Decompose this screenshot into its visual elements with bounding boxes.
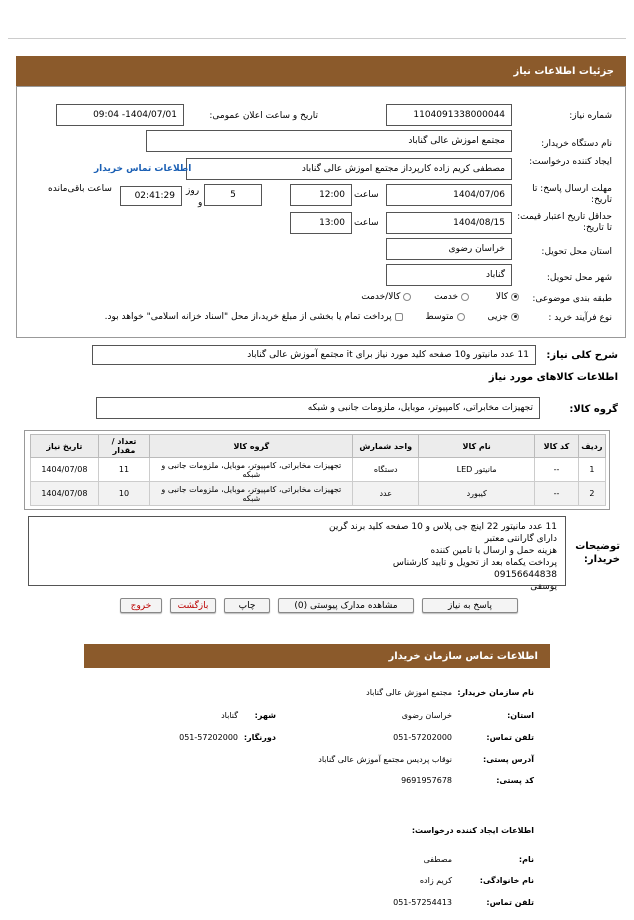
treasury-checkbox[interactable] xyxy=(395,313,403,321)
validity-time-value: 13:00 xyxy=(319,218,345,228)
validity-date-field xyxy=(386,212,512,234)
contact-province-label: استان: xyxy=(507,711,534,720)
deadline-time-label: ساعت xyxy=(354,190,379,200)
summary-value: 11 عدد مانیتور و10 صفحه کلید مورد نیاز برای it مجتمع آموزش عالی گناباد xyxy=(247,350,529,360)
validity-time-field xyxy=(290,212,352,234)
announce-label: تاریخ و ساعت اعلان عمومی: xyxy=(209,111,318,121)
contact-fax-label: دورنگار: xyxy=(243,733,276,742)
buyer-contact-link[interactable]: اطلاعات تماس خریدار xyxy=(94,164,192,174)
creator-name-value: مصطفی xyxy=(423,855,452,864)
province-value: خراسان رضوی xyxy=(448,244,505,254)
top-divider xyxy=(8,38,626,39)
contact-city-label: شهر: xyxy=(254,711,276,720)
buyer-org-field xyxy=(146,130,512,152)
th-group: گروه کالا xyxy=(150,435,353,458)
validity-label: حداقل تاریخ اعتبار قیمت: تا تاریخ: xyxy=(517,212,612,233)
table-row xyxy=(31,458,606,482)
notes-line: 09156644838 xyxy=(494,570,557,580)
table-row xyxy=(31,482,606,506)
category-option-both: کالا/خدمت xyxy=(361,292,401,302)
page-title: جزئیات اطلاعات نیاز xyxy=(513,65,614,77)
province-label: استان محل تحویل: xyxy=(541,247,612,257)
creator-value: مصطفی کریم زاده کارپرداز مجتمع اموزش عالی گناباد xyxy=(301,164,505,174)
need-number-label: شماره نیاز: xyxy=(569,111,612,121)
process-label: نوع فرآیند خرید : xyxy=(548,313,612,323)
th-row: ردیف xyxy=(578,435,605,458)
category-radio-group xyxy=(361,292,522,302)
validity-time-label: ساعت xyxy=(354,218,379,228)
notes-line: پرداخت یکماه بعد از تحویل و تایید کارشناس xyxy=(392,558,557,568)
back-button[interactable]: بازگشت xyxy=(170,598,216,613)
category-label: طبقه بندی موضوعی: xyxy=(532,294,612,304)
contact-org-value: مجتمع اموزش عالی گناباد xyxy=(366,688,452,697)
creator-phone-label: تلفن تماس: xyxy=(486,898,534,907)
creator-name-label: نام: xyxy=(518,855,534,864)
cell-unit: دستگاه xyxy=(353,458,419,482)
process-radio-medium[interactable] xyxy=(457,313,465,321)
goods-heading: اطلاعات کالاهای مورد نیاز xyxy=(488,372,618,383)
table-header-row xyxy=(31,435,606,458)
contact-postal-value: 9691957678 xyxy=(401,776,452,785)
creator-family-value: کریم زاده xyxy=(419,876,452,885)
group-value: تجهیزات مخابراتی، کامپیوتر، موبایل، ملزومات جانبی و شبکه xyxy=(307,403,533,413)
summary-field xyxy=(92,345,536,365)
cell-qty: 11 xyxy=(98,458,150,482)
notes-line: دارای گارانتی معتبر xyxy=(484,534,557,544)
and-label: و xyxy=(198,198,203,208)
process-radio-group xyxy=(105,312,522,322)
cell-code: -- xyxy=(535,458,578,482)
contact-address-label: آدرس پستی: xyxy=(483,755,534,764)
remaining-label: ساعت باقی‌مانده xyxy=(48,184,112,194)
cell-row: 2 xyxy=(578,482,605,506)
deadline-time-value: 12:00 xyxy=(319,190,345,200)
buyer-org-value: مجتمع اموزش عالی گناباد xyxy=(408,136,505,146)
contact-fax-value: 051-57202000 xyxy=(179,733,238,742)
category-radio-service[interactable] xyxy=(461,293,469,301)
items-table xyxy=(30,434,606,506)
th-qty: تعداد / مقدار xyxy=(98,435,150,458)
contact-header-bar xyxy=(84,644,550,668)
cell-row: 1 xyxy=(578,458,605,482)
th-date: تاریخ نیاز xyxy=(31,435,99,458)
reply-button[interactable]: پاسخ به نیاز xyxy=(422,598,518,613)
deadline-time-field xyxy=(290,184,352,206)
contact-title: اطلاعات تماس سازمان خریدار xyxy=(388,650,538,662)
group-label: گروه کالا: xyxy=(569,404,618,415)
creator-label: ایجاد کننده درخواست: xyxy=(529,157,612,167)
deadline-date-field xyxy=(386,184,512,206)
cell-date: 1404/07/08 xyxy=(31,482,99,506)
process-option-minor: جزیی xyxy=(487,312,508,322)
notes-line: هزینه حمل و ارسال با تامین کننده xyxy=(430,546,557,556)
contact-province-value: خراسان رضوی xyxy=(401,711,452,720)
days-label: روز xyxy=(186,186,200,196)
notes-line: 11 عدد مانیتور 22 اینچ جی پلاس و 10 صفحه کلید برند گرین xyxy=(329,522,557,532)
remaining-value: 02:41:29 xyxy=(134,191,175,201)
announce-field xyxy=(56,104,184,126)
category-radio-goods[interactable] xyxy=(511,293,519,301)
deadline-label: مهلت ارسال پاسخ: تا تاریخ: xyxy=(532,184,612,205)
validity-date-value: 1404/08/15 xyxy=(453,218,505,228)
notes-label: توضیحات خریدار: xyxy=(575,541,620,565)
need-number-value: 1104091338000044 xyxy=(413,110,505,120)
cell-date: 1404/07/08 xyxy=(31,458,99,482)
process-radio-minor[interactable] xyxy=(511,313,519,321)
contact-org-label: نام سازمان خریدار: xyxy=(457,688,534,697)
creator-family-label: نام خانوادگی: xyxy=(479,876,534,885)
days-value: 5 xyxy=(230,190,236,200)
creator-phone-value: 051-57254413 xyxy=(393,898,452,907)
treasury-note: پرداخت تمام یا بخشی از مبلغ خرید،از محل "اسناد خزانه اسلامی" خواهد بود. xyxy=(104,312,392,322)
th-unit: واحد شمارش xyxy=(353,435,419,458)
print-button[interactable]: چاپ xyxy=(224,598,270,613)
remaining-field xyxy=(120,186,182,206)
category-option-goods: کالا xyxy=(495,292,508,302)
attachments-button[interactable]: مشاهده مدارک پیوستی (0) xyxy=(278,598,414,613)
city-value: گناباد xyxy=(486,270,505,280)
city-field xyxy=(386,264,512,286)
category-option-service: خدمت xyxy=(434,292,459,302)
deadline-date-value: 1404/07/06 xyxy=(453,190,505,200)
contact-postal-label: کد پستی: xyxy=(496,776,534,785)
exit-button[interactable]: خروج xyxy=(120,598,162,613)
announce-value: 1404/07/01- 09:04 xyxy=(93,110,177,120)
contact-address-value: نوقاب پردیس مجتمع آموزش عالی گناباد xyxy=(318,755,452,764)
cell-unit: عدد xyxy=(353,482,419,506)
buyer-org-label: نام دستگاه خریدار: xyxy=(541,139,612,149)
page-header-bar xyxy=(16,56,626,86)
cell-code: -- xyxy=(535,482,578,506)
category-radio-both[interactable] xyxy=(403,293,411,301)
th-name: نام کالا xyxy=(419,435,535,458)
cell-name: کیبورد xyxy=(419,482,535,506)
contact-phone-label: تلفن تماس: xyxy=(486,733,534,742)
cell-group: تجهیزات مخابراتی، کامپیوتر، موبایل، ملزومات جانبی و شبکه xyxy=(150,458,353,482)
cell-group: تجهیزات مخابراتی، کامپیوتر، موبایل، ملزومات جانبی و شبکه xyxy=(150,482,353,506)
contact-city-value: گناباد xyxy=(221,711,238,720)
cell-qty: 10 xyxy=(98,482,150,506)
summary-label: شرح کلی نیاز: xyxy=(546,350,618,361)
cell-name: مانیتور LED xyxy=(419,458,535,482)
days-field xyxy=(204,184,262,206)
process-option-medium: متوسط xyxy=(425,312,454,322)
city-label: شهر محل تحویل: xyxy=(546,273,612,283)
creator-info-title: اطلاعات ایجاد کننده درخواست: xyxy=(411,826,534,835)
group-field xyxy=(96,397,540,419)
th-code: کد کالا xyxy=(535,435,578,458)
need-number-field xyxy=(386,104,512,126)
creator-field xyxy=(186,158,512,180)
notes-line: یوسفی xyxy=(530,582,557,592)
province-field xyxy=(386,238,512,260)
contact-phone-value: 051-57202000 xyxy=(393,733,452,742)
notes-box xyxy=(28,516,566,592)
